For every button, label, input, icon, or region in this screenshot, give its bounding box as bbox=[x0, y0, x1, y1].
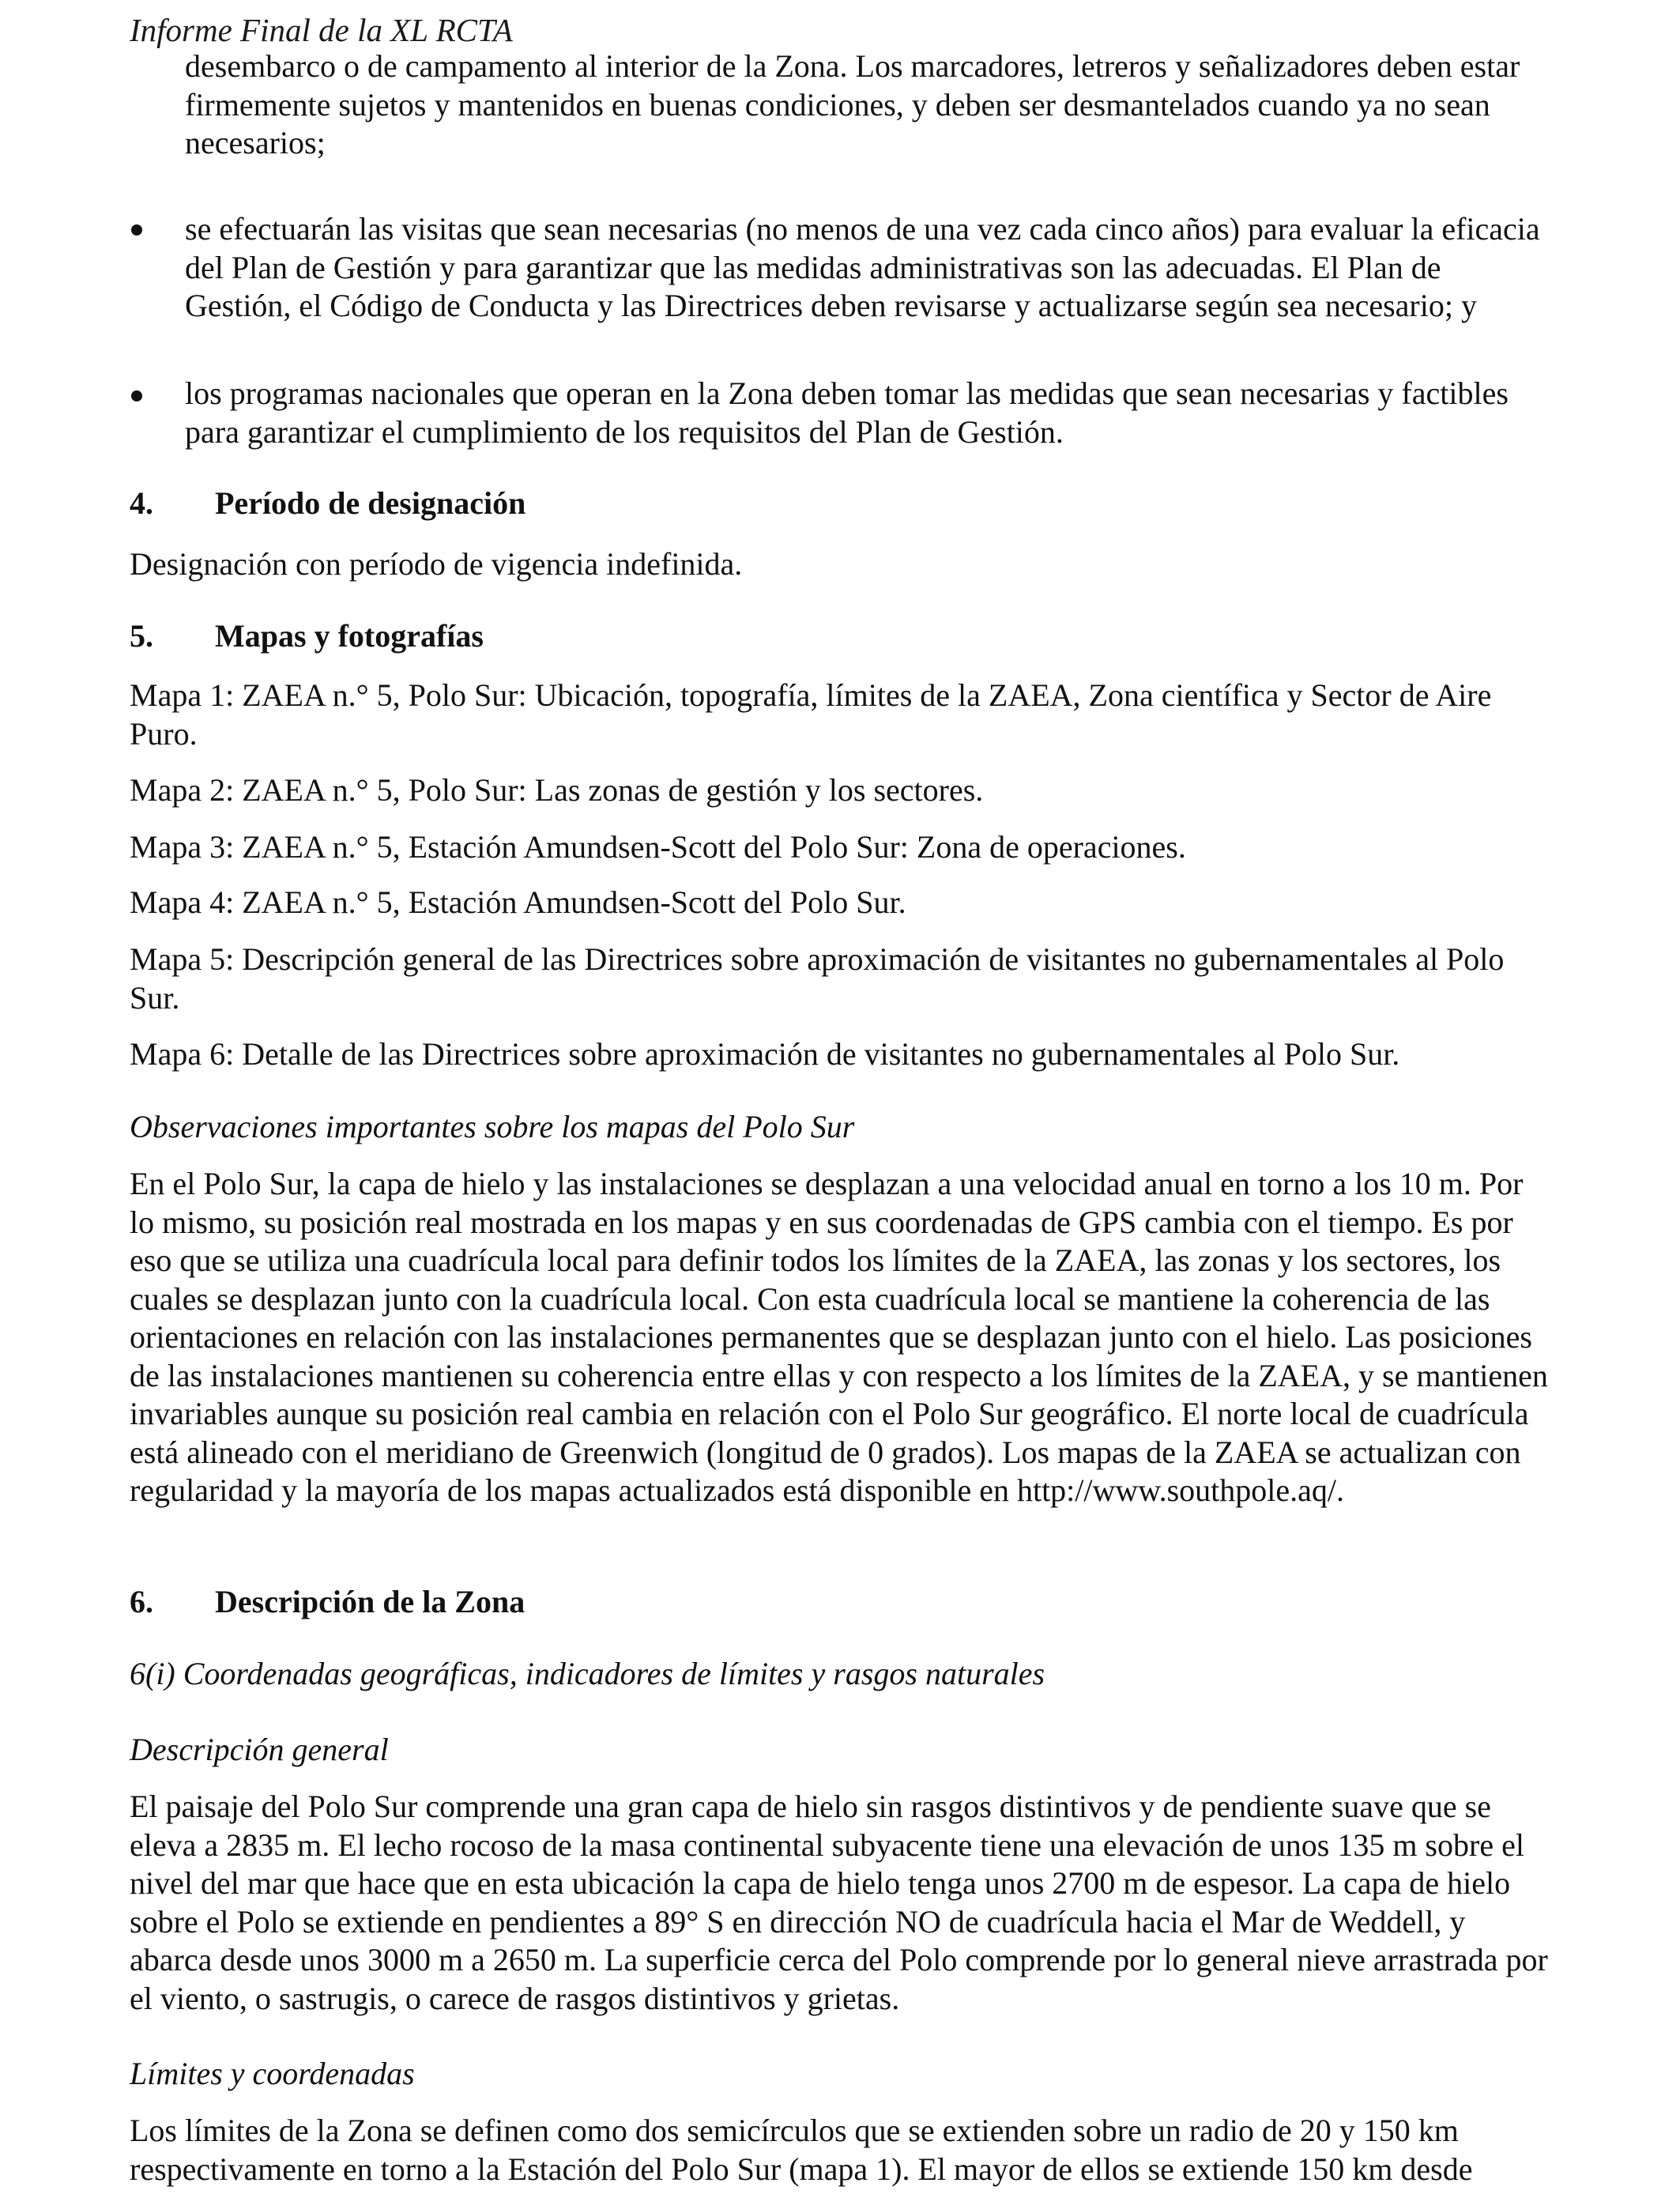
notes-paragraph: En el Polo Sur, la capa de hielo y las instalaciones se desplazan a una velocidad anual en torno a los 10 m. Por lo mismo, su posición real mostrada en los mapas y en sus coordenadas de GPS cambia con el tiempo. Es por eso que se utiliza una cuadrícula local para definir todos los límites de la ZAEA, las zonas y los sectores, los cuales se desplazan junto con la cuadrícula local. Con esta cuadrícula local se mantiene la coherencia de las orientaciones en relación con las instalaciones permanentes que se desplazan junto con el hielo. Las posiciones de las instalaciones mantienen su coherencia entre ellas y con respecto a los límites de la ZAEA, y se mantienen invariables aunque su posición real cambia en relación con el Polo Sur geográfico. El norte local de cuadrícula está alineado con el meridiano de Greenwich (longitud de 0 grados). Los mapas de la ZAEA se actualizan con regularidad y la mayoría de los mapas actualizados está disponible en http://www.southpole.aq/. bbox=[130, 1166, 1548, 1508]
section-number: 5. bbox=[130, 618, 153, 654]
continuation-paragraph: desembarco o de campamento al interior de la Zona. Los marcadores, letreros y señalizadores deben estar firmemente sujetos y mantenidos en buenas condiciones, y deben ser desmantelados cuando ya no sean necesarios; bbox=[185, 48, 1520, 160]
bullet-item: se efectuarán las visitas que sean necesarias (no menos de una vez cada cinco años) para evaluar la eficacia del Plan de Gestión y para garantizar que las medidas administrativas son las adecuadas. El Plan de Gestión, el Código de Conducta y las Directrices deben revisarse y actualizarse según sea necesario; y bbox=[185, 211, 1540, 323]
section-4-heading bbox=[130, 484, 525, 523]
section-4-body: Designación con período de vigencia indefinida. bbox=[130, 546, 743, 582]
section-number: 6. bbox=[130, 1584, 153, 1619]
section-title: Descripción de la Zona bbox=[215, 1584, 525, 1619]
bullet-icon bbox=[131, 390, 142, 401]
map-item: Mapa 6: Detalle de las Directrices sobre aproximación de visitantes no gubernamentales al Polo Sur. bbox=[130, 1036, 1400, 1072]
running-header: Informe Final de la XL RCTA bbox=[130, 12, 513, 48]
subsection-heading: 6(i) Coordenadas geográficas, indicadores de límites y rasgos naturales bbox=[130, 1656, 1045, 1691]
map-item: Mapa 1: ZAEA n.° 5, Polo Sur: Ubicación, topografía, límites de la ZAEA, Zona científica y Sector de Aire Puro. bbox=[130, 677, 1492, 752]
section-title: Mapas y fotografías bbox=[215, 618, 484, 654]
bullet-icon bbox=[131, 224, 142, 236]
map-item: Mapa 4: ZAEA n.° 5, Estación Amundsen-Scott del Polo Sur. bbox=[130, 884, 906, 920]
section-title: Período de designación bbox=[215, 485, 526, 521]
limits-subheading: Límites y coordenadas bbox=[130, 2056, 415, 2091]
general-description-subheading: Descripción general bbox=[130, 1732, 389, 1767]
notes-subheading: Observaciones importantes sobre los mapas del Polo Sur bbox=[130, 1109, 855, 1144]
map-item: Mapa 2: ZAEA n.° 5, Polo Sur: Las zonas de gestión y los sectores. bbox=[130, 772, 984, 808]
section-5-heading bbox=[130, 616, 484, 656]
bullet-item: los programas nacionales que operan en la Zona deben tomar las medidas que sean necesarias y factibles para garantizar el cumplimiento de los requisitos del Plan de Gestión. bbox=[185, 375, 1509, 450]
limits-paragraph: Los límites de la Zona se definen como dos semicírculos que se extienden sobre un radio de 20 y 150 km respectivamente en torno a la Estación del Polo Sur (mapa 1). El mayor de ellos se extiende 150 km desde bbox=[130, 2113, 1473, 2187]
map-item: Mapa 3: ZAEA n.° 5, Estación Amundsen-Scott del Polo Sur: Zona de operaciones. bbox=[130, 829, 1186, 865]
map-item: Mapa 5: Descripción general de las Directrices sobre aproximación de visitantes no gubernamentales al Polo Sur. bbox=[130, 941, 1505, 1016]
section-6-heading bbox=[130, 1582, 525, 1622]
section-number: 4. bbox=[130, 485, 153, 521]
general-description-paragraph: El paisaje del Polo Sur comprende una gran capa de hielo sin rasgos distintivos y de pendiente suave que se eleva a 2835 m. El lecho rocoso de la masa continental subyacente tiene una elevación de unos 135 m sobre el nivel del mar que hace que en esta ubicación la capa de hielo tenga unos 2700 m de espesor. La capa de hielo sobre el Polo se extiende en pendientes a 89° S en dirección NO de cuadrícula hacia el Mar de Weddell, y abarca desde unos 3000 m a 2650 m. La superficie cerca del Polo comprende por lo general nieve arrastrada por el viento, o sastrugis, o carece de rasgos distintivos y grietas. bbox=[130, 1789, 1548, 2016]
